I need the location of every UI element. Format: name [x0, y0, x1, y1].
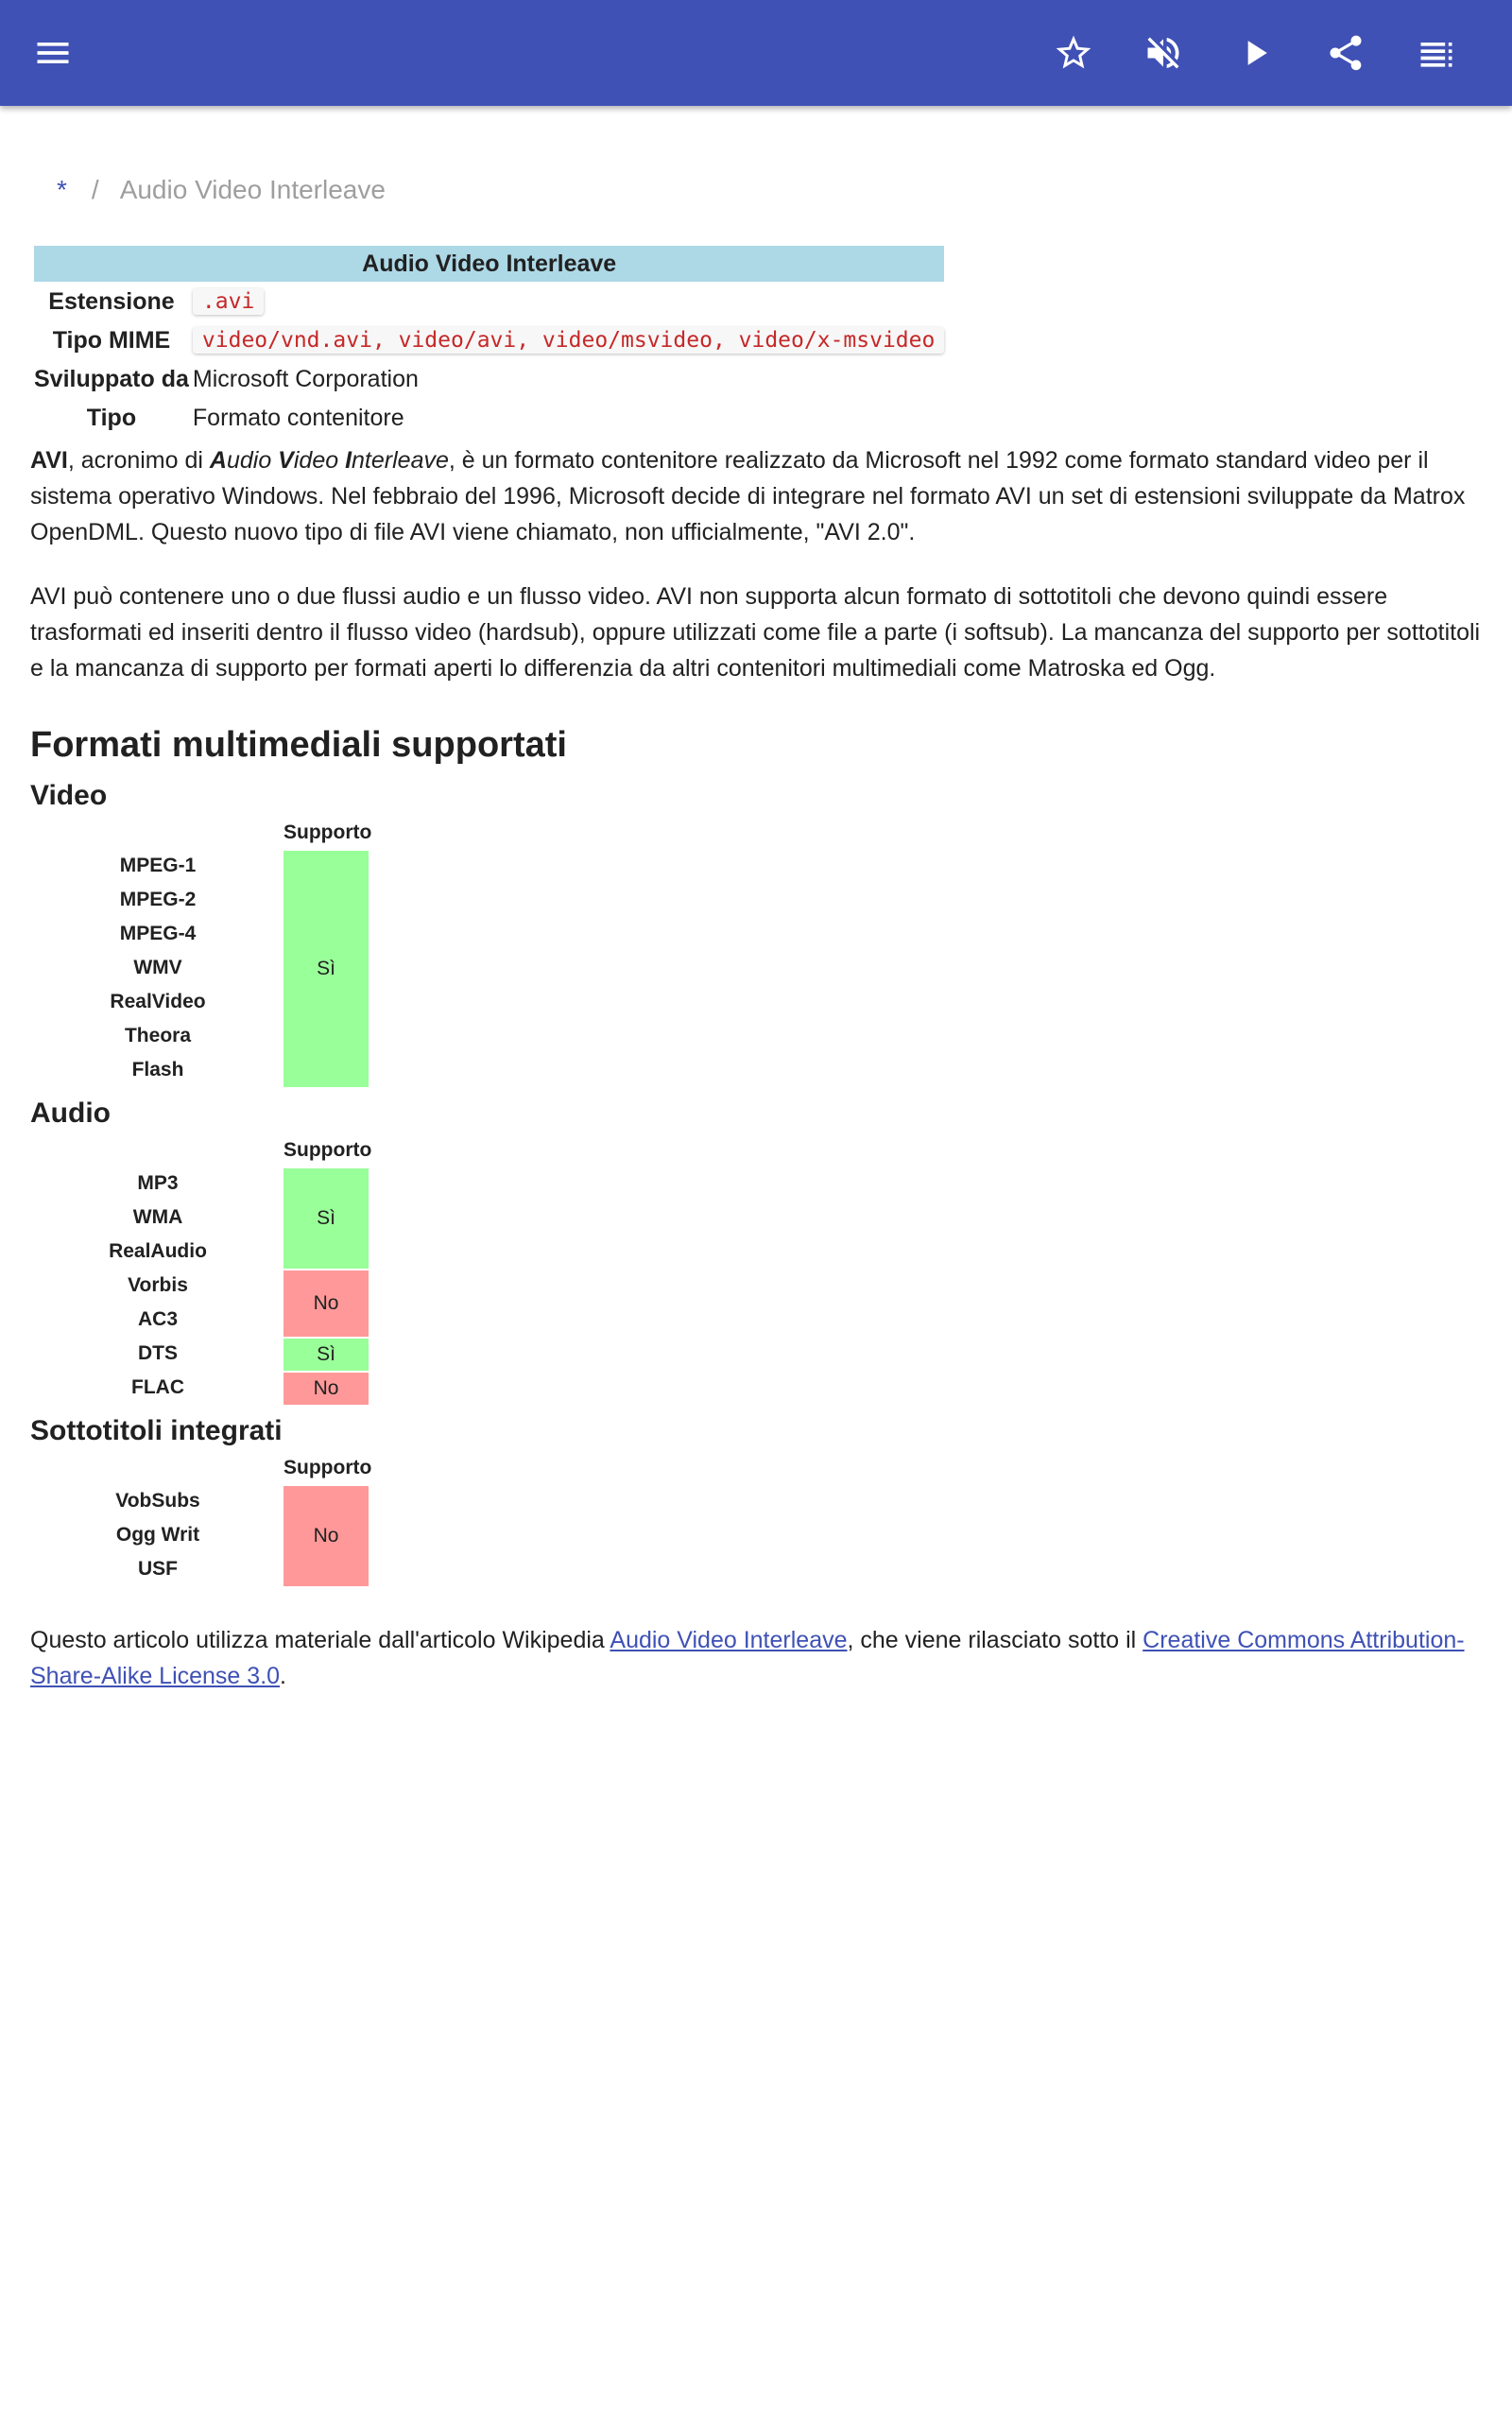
row-label: FLAC — [131, 1376, 184, 1398]
app-bar — [0, 0, 1512, 106]
row-label: RealVideo — [110, 991, 206, 1012]
table-heading: Video — [30, 780, 108, 811]
share-button[interactable] — [1319, 26, 1372, 79]
intro-abbr: AVI — [30, 447, 68, 474]
wikipedia-article-link[interactable]: Audio Video Interleave — [610, 1627, 848, 1653]
infobox-key: Sviluppato da — [34, 365, 189, 392]
infobox-row-mime — [34, 320, 944, 359]
infobox-key: Tipo MIME — [52, 326, 171, 354]
share-icon — [1325, 32, 1366, 74]
infobox-value: video/vnd.avi, video/avi, video/msvideo, video/x-msvideo — [193, 327, 944, 354]
support-cell-no: No — [284, 1373, 369, 1405]
playlist-icon — [1416, 32, 1457, 74]
intro-full-name: Audio Video Interleave — [209, 447, 449, 474]
intro-text: , è un formato contenitore realizzato da Microsoft nel 1992 come formato standard video per il sistema operativo Windows. Nel febbraio del 1996, Microsoft decide di integrare nel formato AVI un set di estensioni sviluppate da Matrox OpenDML. Questo nuovo tipo di file AVI viene chiamato, non ufficialmente, "AVI 2.0". — [30, 447, 1466, 545]
breadcrumb-home-link[interactable]: * — [57, 175, 67, 204]
intro-text: , acronimo di — [67, 447, 210, 474]
row-label: MPEG-1 — [119, 855, 197, 876]
row-label: AC3 — [137, 1308, 178, 1330]
row-label: RealAudio — [109, 1240, 207, 1262]
body-paragraph: AVI può contenere uno o due flussi audio e un flusso video. AVI non supporta alcun formato di sottotitoli che devono quindi essere trasformati ed inseriti dentro il flusso video (hardsub), oppure utilizzati come file a parte (i softsub). La mancanza del supporto per sottotitoli e la mancanza di supporto per formati aperti lo differenzia da altri contenitori multimediali come Matroska ed Ogg. — [30, 583, 1481, 682]
table-heading: Sottotitoli integrati — [30, 1415, 283, 1446]
menu-button[interactable] — [26, 26, 79, 79]
contents-button[interactable] — [1410, 26, 1463, 79]
row-label: Theora — [124, 1025, 191, 1046]
column-header: Supporto — [284, 1139, 372, 1161]
play-icon — [1234, 32, 1276, 74]
favorite-button[interactable] — [1047, 26, 1100, 79]
support-cell-no: No — [284, 1270, 369, 1337]
row-label: MPEG-4 — [119, 923, 197, 944]
row-label: MP3 — [137, 1172, 179, 1194]
breadcrumb-current: Audio Video Interleave — [119, 175, 386, 204]
row-label: USF — [138, 1558, 178, 1580]
infobox-row-developer — [34, 359, 944, 398]
play-button[interactable] — [1228, 26, 1281, 79]
infobox-value: Formato contenitore — [192, 404, 404, 431]
star-outline-icon — [1053, 32, 1094, 74]
intro-paragraph — [30, 442, 1482, 550]
section-title: Formati multimediali supportati — [30, 725, 567, 765]
infobox — [34, 246, 944, 437]
license-link[interactable]: Creative Commons Attribution-Share-Alike License 3.0 — [30, 1627, 1465, 1689]
breadcrumb-separator: / — [91, 175, 99, 204]
row-label: WMA — [132, 1206, 183, 1228]
support-cell-yes: Sì — [284, 1168, 369, 1269]
infobox-row-type — [34, 398, 944, 437]
support-cell-no: No — [284, 1486, 369, 1586]
license-footer: Questo articolo utilizza materiale dall'articolo Wikipedia Audio Video Interleave, che viene rilasciato sotto il Creative Commons Attribution-Share-Alike License 3.0. — [30, 1627, 1465, 1689]
column-header: Supporto — [284, 1457, 372, 1478]
table-heading: Audio — [30, 1098, 111, 1129]
infobox-caption: Audio Video Interleave — [34, 246, 944, 282]
infobox-value: .avi — [193, 288, 264, 315]
volume-off-icon — [1143, 32, 1184, 74]
infobox-key: Tipo — [86, 404, 137, 431]
infobox-key: Estensione — [48, 287, 175, 315]
support-cell-yes: Sì — [284, 1339, 369, 1371]
row-label: Vorbis — [128, 1274, 188, 1296]
row-label: Ogg Writ — [115, 1524, 200, 1546]
column-header: Supporto — [284, 821, 372, 843]
row-label: DTS — [138, 1342, 178, 1364]
support-cell-yes: Sì — [284, 851, 369, 1087]
row-label: VobSubs — [115, 1490, 200, 1512]
infobox-value: Microsoft Corporation — [192, 365, 419, 392]
row-label: WMV — [133, 957, 182, 978]
breadcrumb — [53, 172, 386, 208]
menu-icon — [32, 32, 74, 74]
row-label: Flash — [131, 1059, 184, 1080]
infobox-row-extension — [34, 282, 944, 320]
row-label: MPEG-2 — [119, 889, 197, 910]
mute-button[interactable] — [1137, 26, 1190, 79]
